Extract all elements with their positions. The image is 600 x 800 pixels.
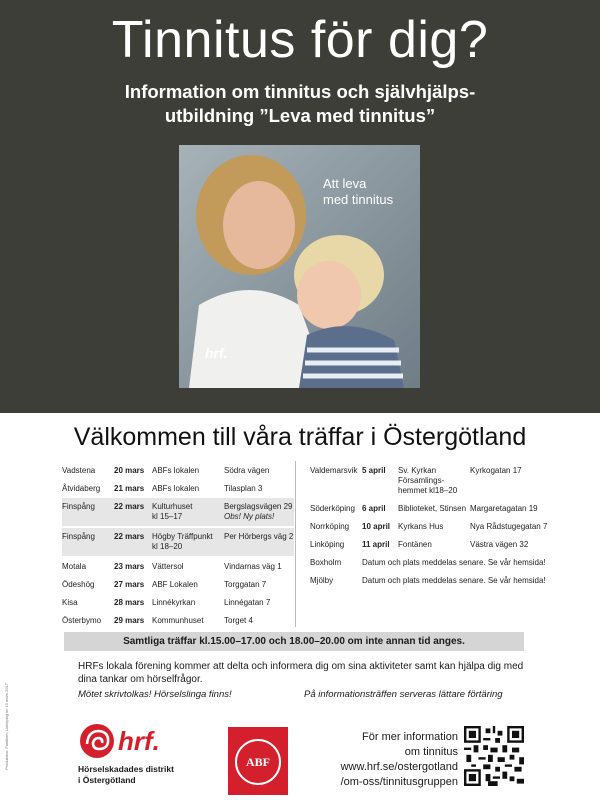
meeting-address: Tilasplan 3 bbox=[224, 484, 263, 493]
meeting-place: ABF Lokalen bbox=[152, 580, 198, 589]
table-row bbox=[62, 558, 294, 576]
meeting-date: 20 mars bbox=[114, 466, 145, 475]
meeting-address: Västra vägen 32 bbox=[470, 540, 529, 549]
meeting-place: Kommunhuset bbox=[152, 616, 204, 625]
meeting-place: ABFs lokalen bbox=[152, 466, 200, 475]
table-row bbox=[310, 500, 550, 518]
table-row bbox=[62, 594, 294, 612]
meeting-address: Vindarnas väg 1 bbox=[224, 562, 282, 571]
meeting-town: Vadstena bbox=[62, 466, 96, 475]
page-subtitle: Information om tinnitus och självhjälps- utbildning ”Leva med tinnitus” bbox=[124, 81, 476, 126]
meeting-town: Åtvidaberg bbox=[62, 484, 101, 493]
table-row bbox=[62, 480, 294, 498]
meeting-place: Fontänen bbox=[398, 540, 432, 549]
times-bar: Samtliga träffar kl.15.00–17.00 och 18.00–20.00 om inte annan tid anges. bbox=[64, 632, 524, 651]
meeting-date: 5 april bbox=[362, 466, 386, 475]
meeting-town: Finspång bbox=[62, 502, 95, 511]
meeting-date: 22 mars bbox=[114, 532, 145, 541]
table-row bbox=[62, 462, 294, 480]
meetings-table-march bbox=[62, 462, 294, 630]
photo-hrf-logo: hrf. bbox=[205, 345, 228, 361]
meeting-place: Vättersol bbox=[152, 562, 184, 571]
meeting-address: Linnégatan 7 bbox=[224, 598, 271, 607]
qr-code[interactable] bbox=[464, 726, 524, 786]
table-row bbox=[62, 576, 294, 594]
meeting-place: Kulturhuset kl 15–17 bbox=[152, 502, 193, 521]
meeting-town: Österbymo bbox=[62, 616, 102, 625]
meeting-town: Finspång bbox=[62, 532, 95, 541]
meeting-date: 10 april bbox=[362, 522, 391, 531]
meeting-date: 11 april bbox=[362, 540, 390, 549]
page-title: Tinnitus för dig? bbox=[111, 11, 489, 69]
cover-photo bbox=[179, 145, 420, 388]
meeting-date: 21 mars bbox=[114, 484, 145, 493]
meeting-address: Torget 4 bbox=[224, 616, 253, 625]
welcome-heading: Välkommen till våra träffar i Östergötland bbox=[73, 423, 527, 451]
table-row bbox=[310, 536, 550, 554]
table-row bbox=[62, 612, 294, 630]
meeting-place: Biblioteket, Stinsen bbox=[398, 504, 467, 513]
table-row bbox=[310, 518, 550, 536]
table-row bbox=[62, 528, 294, 556]
hrf-logo-text: hrf. bbox=[118, 726, 160, 756]
meeting-address: Nya Rådstugegatan 7 bbox=[470, 522, 548, 531]
meeting-date: 6 april bbox=[362, 504, 386, 513]
meetings-table-april bbox=[310, 462, 550, 622]
meeting-town: Norrköping bbox=[310, 522, 350, 531]
meeting-date: 23 mars bbox=[114, 562, 145, 571]
meeting-address: Bergslagsvägen 29 bbox=[224, 502, 293, 511]
meeting-address: Margaretagatan 19 bbox=[470, 504, 538, 513]
production-credit: Produktion: Fantiken, Linköping vn 15 mars 2017 bbox=[4, 683, 9, 770]
meeting-town: Motala bbox=[62, 562, 87, 571]
meeting-place: Sv. Kyrkan Församlings- hemmet kl18–20 bbox=[398, 466, 458, 495]
meeting-place: Högby Träffpunkt kl 18–20 bbox=[152, 532, 213, 551]
meeting-town: Kisa bbox=[62, 598, 78, 607]
meeting-place: Kyrkans Hus bbox=[398, 522, 444, 531]
table-row bbox=[310, 462, 550, 495]
info-refreshments: På informationsträffen serveras lättare förtäring bbox=[304, 689, 503, 700]
meeting-place: Datum och plats meddelas senare. Se vår hemsida! bbox=[362, 558, 546, 567]
meeting-town: Boxholm bbox=[310, 558, 342, 567]
meeting-place: ABFs lokalen bbox=[152, 484, 200, 493]
more-info-text: För mer information om tinnitus www.hrf.se/ostergotland /om-oss/tinnitusgruppen bbox=[340, 731, 458, 788]
meeting-place: Datum och plats meddelas senare. Se vår hemsida! bbox=[362, 576, 546, 585]
hrf-district-name: Hörselskadades distrikt i Östergötland bbox=[78, 764, 174, 785]
hrf-logo bbox=[78, 722, 188, 760]
abf-logo bbox=[228, 727, 288, 795]
meeting-town: Ödeshög bbox=[62, 580, 95, 589]
meeting-address: Södra vägen bbox=[224, 466, 270, 475]
abf-logo-text: ABF bbox=[235, 739, 281, 785]
meeting-date: 29 mars bbox=[114, 616, 145, 625]
meeting-date: 28 mars bbox=[114, 598, 145, 607]
meeting-town: Mjölby bbox=[310, 576, 334, 585]
info-accessibility: Mötet skrivtolkas! Hörselslinga finns! bbox=[78, 689, 232, 700]
photo-caption: Att leva med tinnitus bbox=[323, 176, 394, 207]
meeting-date: 22 mars bbox=[114, 502, 145, 511]
meeting-note: Obs! Ny plats! bbox=[224, 512, 275, 521]
meeting-address: Kyrkogatan 17 bbox=[470, 466, 522, 475]
meeting-town: Linköping bbox=[310, 540, 345, 549]
meeting-address: Per Hörbergs väg 2 bbox=[224, 532, 294, 541]
info-text: HRFs lokala förening kommer att delta och informera dig om sina aktiviteter samt kan hjälpa dig med dina tankar om hörselfrågor. bbox=[78, 661, 524, 685]
meeting-town: Valdemarsvik bbox=[310, 466, 358, 475]
table-row bbox=[62, 498, 294, 526]
meeting-address: Torggatan 7 bbox=[224, 580, 267, 589]
meeting-town: Söderköping bbox=[310, 504, 355, 513]
table-row bbox=[310, 572, 550, 590]
table-divider bbox=[295, 461, 296, 627]
table-row bbox=[310, 554, 550, 572]
meeting-date: 27 mars bbox=[114, 580, 145, 589]
meeting-place: Linnékyrkan bbox=[152, 598, 196, 607]
